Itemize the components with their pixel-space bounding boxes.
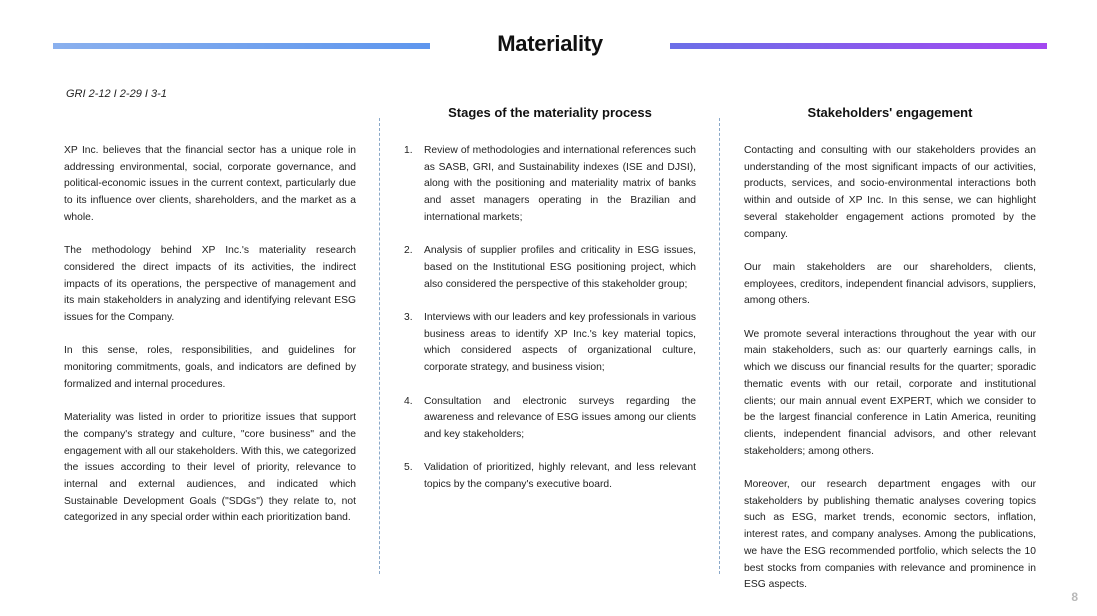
- stage-number: 3.: [404, 312, 413, 323]
- left-paragraph: In this sense, roles, responsibilities, and guidelines for monitoring commitments, goals, and indicators are defined by formalized and internal procedures.: [64, 345, 356, 390]
- stakeholders-paragraph: Our main stakeholders are our shareholders, clients, employees, creditors, independent financial advisors, suppliers, among others.: [744, 261, 1036, 307]
- stage-text: Validation of prioritized, highly relevant, and less relevant topics by the company's executive board.: [424, 462, 696, 490]
- page-number: 8: [1071, 590, 1078, 604]
- stage-number: 1.: [404, 145, 413, 156]
- stakeholders-paragraph: Moreover, our research department engages with our stakeholders by publishing thematic analyses covering topics such as ESG, market trends, economic sectors, inflation, interest rates, and company analyses. Among the publications, we have the ESG recommended portfolio, which selects the 10 best stocks from companies with relevance and prominence in ESG aspects.: [744, 479, 1036, 591]
- stage-item: [404, 243, 696, 293]
- column-divider-right: [719, 118, 720, 574]
- stage-text: Consultation and electronic surveys regarding the awareness and relevance of ESG issues among our clients and key stakeholders;: [424, 395, 696, 440]
- stage-item: [404, 394, 696, 444]
- gri-reference: GRI 2-12 I 2-29 I 3-1: [66, 88, 167, 100]
- stages-list: [404, 143, 696, 494]
- stages-list-column: [404, 143, 696, 510]
- stakeholders-column: [744, 143, 1036, 611]
- stakeholders-paragraph: Contacting and consulting with our stakeholders provides an understanding of the most significant impacts of our activities, products, services, and socio-environmental interactions both within and outside of XP Inc. In this sense, we can highlight several stakeholder engagement actions promoted by the company.: [744, 145, 1036, 240]
- page-title: Materiality: [497, 31, 603, 56]
- stage-text: Interviews with our leaders and key professionals in various business areas to identify XP Inc.'s key material topics, which considered aspects of organizational culture, corporate strategy, and business vision;: [424, 312, 696, 374]
- stage-number: 5.: [404, 462, 413, 474]
- left-column: [64, 143, 356, 544]
- stage-number: 2.: [404, 245, 413, 257]
- stage-item: [404, 143, 696, 227]
- stage-item: [404, 460, 696, 493]
- left-paragraph: The methodology behind XP Inc.'s materiality research considered the direct impacts of its activities, the indirect impacts of its operations, the perspective of management and its main stakeholders in analyzing and identifying relevant ESG issues for the Company.: [64, 245, 356, 324]
- column-divider-left: [379, 118, 380, 574]
- stages-heading: Stages of the materiality process: [448, 105, 652, 120]
- header-left-accent-bar: [53, 43, 430, 49]
- header-right-accent-bar: [670, 43, 1047, 49]
- stage-text: Analysis of supplier profiles and criticality in ESG issues, based on the Institutional ESG positioning project, which also considered the perspective of this stakeholder group;: [424, 245, 696, 290]
- left-paragraph: XP Inc. believes that the financial sector has a unique role in addressing environmental, social, corporate governance, and political-economic issues in the current context, particularly due to its influence over clients, shareholders, and the market as a whole.: [64, 145, 356, 223]
- stage-item: [404, 310, 696, 377]
- stakeholders-paragraph: We promote several interactions throughout the year with our main stakeholders, such as: our quarterly earnings calls, in which we discuss our financial results for the quarter; sporadic thematic events with our retail, corporate and institutional clients; our main annual event EXPERT, which we consider to be the largest financial conference in Latin America, reuniting clients, independent financial advisors, and other relevant stakeholders; among others.: [744, 328, 1036, 457]
- stakeholders-heading: Stakeholders' engagement: [807, 105, 973, 120]
- stage-number: 4.: [404, 395, 413, 407]
- left-paragraph: Materiality was listed in order to prioritize issues that support the company's strategy and culture, "core business" and the engagement with all our stakeholders. With this, we categorized the issues according to their level of priority, relevance to internal and external audiences, and indicated which Sustainable Development Goals ("SDGs") they relate to, not categorized in any special order within each prioritization band.: [64, 412, 356, 524]
- stage-text: Review of methodologies and international references such as SASB, GRI, and Sustainability indexes (ISE and DJSI), along with the positioning and materiality matrix of banks and asset managers operating in the Brazilian and international markets;: [424, 145, 696, 223]
